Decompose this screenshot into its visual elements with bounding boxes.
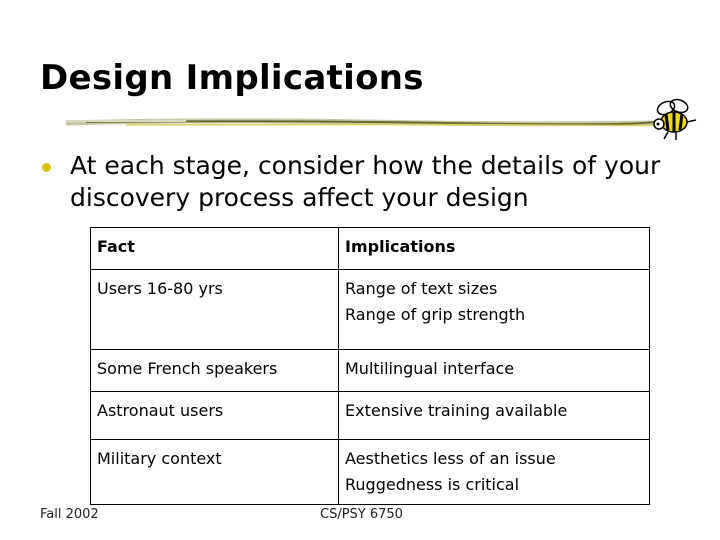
implication-line: Ruggedness is critical — [345, 475, 520, 494]
table-row — [91, 440, 650, 505]
implications-cell — [339, 392, 650, 440]
fact-cell: Some French speakers — [91, 350, 339, 392]
implication-line: Range of text sizes — [345, 279, 498, 298]
fact-cell: Military context — [91, 440, 339, 505]
implication-line: Range of grip strength — [345, 305, 526, 324]
implications-cell — [339, 440, 650, 505]
fact-cell: Users 16-80 yrs — [91, 270, 339, 350]
table-row — [91, 270, 650, 350]
footer-course: CS/PSY 6750 — [320, 507, 403, 522]
title-underline-rule — [66, 116, 654, 130]
bullet-item — [40, 150, 680, 214]
implication-line: Aesthetics less of an issue — [345, 449, 556, 468]
bee-mascot-icon — [646, 96, 702, 142]
header-cell-implications: Implications — [339, 228, 650, 270]
implication-line: Extensive training available — [345, 401, 568, 420]
table-row — [91, 350, 650, 392]
implications-cell — [339, 350, 650, 392]
footer-term: Fall 2002 — [40, 507, 99, 522]
fact-cell: Astronaut users — [91, 392, 339, 440]
implications-cell — [339, 270, 650, 350]
table-header-row — [91, 228, 650, 270]
slide-title: Design Implications — [40, 58, 424, 98]
table-row — [91, 392, 650, 440]
header-cell-fact: Fact — [91, 228, 339, 270]
implications-table — [90, 227, 650, 505]
bullet-text: At each stage, consider how the details of your discovery process affect your design — [70, 151, 661, 212]
bullet-dot-icon — [42, 163, 51, 172]
implication-line: Multilingual interface — [345, 359, 515, 378]
